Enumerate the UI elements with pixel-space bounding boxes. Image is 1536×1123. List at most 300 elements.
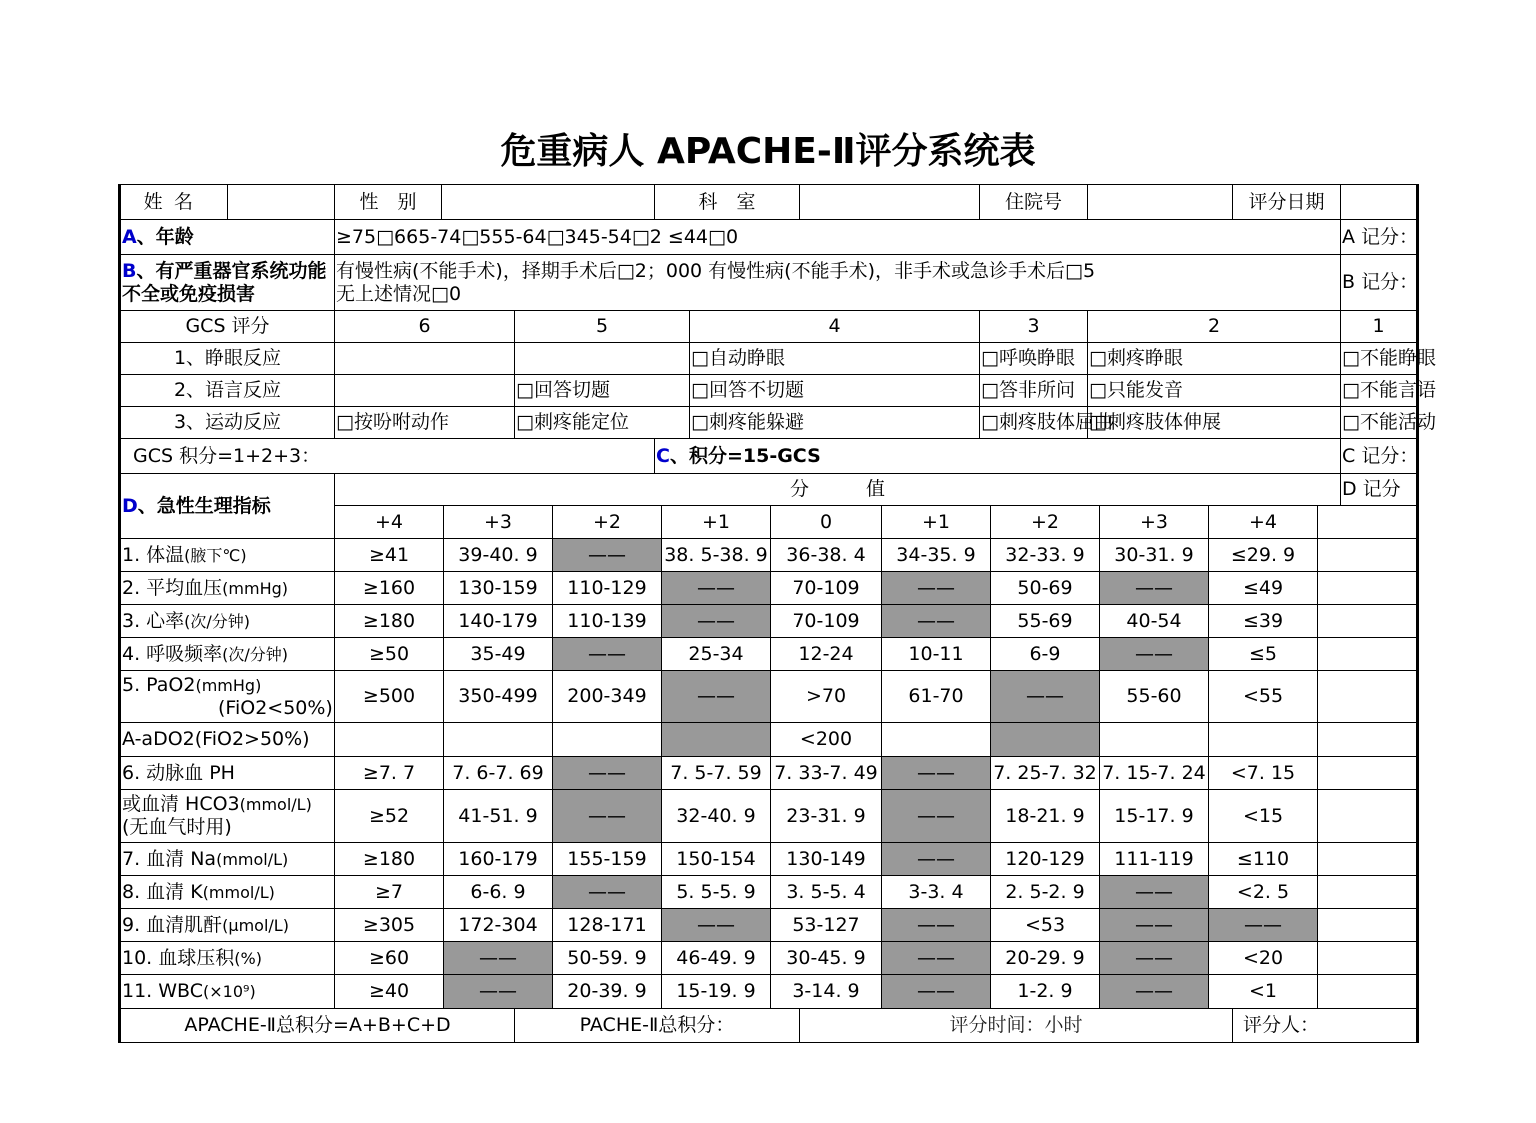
physiology-value xyxy=(1100,638,1209,670)
score-header xyxy=(335,474,1341,506)
physiology-value xyxy=(335,638,444,670)
gcs-option-text: □自动睁眼 xyxy=(691,347,785,370)
physiology-value xyxy=(553,539,662,571)
physiology-value xyxy=(1100,723,1209,756)
value-text: ≥40 xyxy=(368,980,410,1003)
physiology-label xyxy=(120,671,335,723)
admission-label-text: 住院号 xyxy=(1005,190,1063,213)
gcs-sum[interactable] xyxy=(120,439,655,474)
section-b-label xyxy=(120,255,335,311)
physiology-value xyxy=(553,757,662,789)
physiology-value xyxy=(444,671,553,722)
date-field[interactable] xyxy=(1341,185,1418,220)
name-label xyxy=(120,185,228,220)
gcs-header-text: 1 xyxy=(1372,315,1385,338)
indicator-name: 9. 血清肌酐 xyxy=(122,913,223,936)
value-text: 200-349 xyxy=(567,685,647,708)
gcs-option-text: □只能发音 xyxy=(1089,379,1183,402)
value-text: 15-17. 9 xyxy=(1114,804,1194,827)
physiology-value xyxy=(1100,790,1209,842)
section-b-score[interactable] xyxy=(1341,255,1418,311)
section-b-letter: B xyxy=(122,259,137,282)
gcs-option[interactable] xyxy=(1088,343,1341,375)
value-text: —— xyxy=(588,804,626,827)
physiology-value xyxy=(335,843,444,875)
physiology-value xyxy=(1209,975,1318,1008)
d-score-entry[interactable] xyxy=(1318,909,1428,941)
points-text: +4 xyxy=(374,510,403,533)
gcs-score-2 xyxy=(1088,311,1341,343)
physiology-value xyxy=(662,942,771,974)
indicator-name: 10. 血球压积 xyxy=(122,946,235,969)
points-text: +2 xyxy=(592,510,621,533)
value-text: —— xyxy=(917,946,955,969)
value-text: —— xyxy=(917,609,955,632)
physiology-values xyxy=(335,876,1418,909)
indicator-unit: (μmol/L) xyxy=(222,915,289,935)
value-text: —— xyxy=(1135,880,1173,903)
points-8 xyxy=(1209,506,1318,538)
value-text: 50-59. 9 xyxy=(567,946,647,969)
physiology-value xyxy=(662,975,771,1008)
value-text: 160-179 xyxy=(458,847,538,870)
name-field[interactable] xyxy=(228,185,335,220)
value-text: 39-40. 9 xyxy=(458,543,538,566)
physiology-values xyxy=(335,605,1418,638)
value-text: 20-39. 9 xyxy=(567,980,647,1003)
value-text: ≥41 xyxy=(368,543,410,566)
physiology-value xyxy=(553,638,662,670)
value-text: 7. 5-7. 59 xyxy=(670,761,762,784)
physiology-label xyxy=(120,539,335,572)
points-row xyxy=(335,506,1418,539)
physiology-label xyxy=(120,757,335,790)
points-1 xyxy=(444,506,553,538)
value-text: 35-49 xyxy=(470,642,526,665)
value-text: —— xyxy=(1135,980,1173,1003)
value-text: 15-19. 9 xyxy=(676,980,756,1003)
physiology-value xyxy=(662,539,771,571)
physiology-value xyxy=(444,572,553,604)
value-text: <2. 5 xyxy=(1236,880,1290,903)
value-text: —— xyxy=(697,913,735,936)
d-score-entry[interactable] xyxy=(1318,572,1428,604)
gcs-header-label xyxy=(120,311,335,343)
physiology-value xyxy=(1209,790,1318,842)
score-time[interactable] xyxy=(800,1009,1233,1043)
value-text: <20 xyxy=(1242,946,1284,969)
physiology-value xyxy=(553,671,662,722)
value-text: 30-31. 9 xyxy=(1114,543,1194,566)
d-score-entry[interactable] xyxy=(1318,671,1428,722)
physiology-value xyxy=(1209,843,1318,875)
gcs-option-text: □答非所问 xyxy=(981,379,1075,402)
physiology-value xyxy=(444,975,553,1008)
gcs-header-text: GCS 评分 xyxy=(185,315,270,338)
value-text: —— xyxy=(917,761,955,784)
physiology-value xyxy=(771,723,882,756)
dept-label xyxy=(655,185,800,220)
d-score-entry[interactable] xyxy=(1318,638,1428,670)
physiology-value xyxy=(1209,671,1318,722)
value-text: 350-499 xyxy=(458,685,538,708)
value-text: 40-54 xyxy=(1126,609,1182,632)
physiology-values xyxy=(335,723,1418,757)
value-text: —— xyxy=(917,913,955,936)
value-text: ≥160 xyxy=(362,576,416,599)
sex-label xyxy=(335,185,442,220)
section-b-options[interactable] xyxy=(335,255,1341,311)
gcs-option[interactable] xyxy=(335,343,515,375)
points-text: +4 xyxy=(1248,510,1277,533)
indicator-name: 2. 平均血压 xyxy=(122,576,223,599)
gcs-option[interactable] xyxy=(515,407,690,439)
value-text: 3-14. 9 xyxy=(792,980,860,1003)
d-score-entry[interactable] xyxy=(1318,843,1428,875)
value-text: 110-139 xyxy=(567,609,647,632)
value-text: —— xyxy=(588,880,626,903)
a-score-label: A 记分： xyxy=(1342,225,1419,248)
physiology-value xyxy=(335,757,444,789)
physiology-value xyxy=(991,876,1100,908)
admission-label xyxy=(980,185,1088,220)
gcs-option[interactable] xyxy=(335,407,515,439)
physiology-value xyxy=(991,638,1100,670)
total-score-label: PACHE-Ⅱ总积分： xyxy=(579,1014,735,1037)
physiology-value xyxy=(662,671,771,722)
physiology-label xyxy=(120,942,335,975)
gcs-score-1 xyxy=(1341,311,1418,343)
gcs-header-text: 6 xyxy=(418,315,431,338)
value-text: 55-60 xyxy=(1126,685,1182,708)
value-text: 130-159 xyxy=(458,576,538,599)
section-d-letter: D xyxy=(122,494,138,517)
indicator-unit: (mmol/L) xyxy=(202,882,275,902)
physiology-value xyxy=(882,790,991,842)
physiology-label xyxy=(120,638,335,671)
value-text: ≥180 xyxy=(362,847,416,870)
value-text: 172-304 xyxy=(458,913,538,936)
physiology-value xyxy=(1209,876,1318,908)
physiology-value xyxy=(991,843,1100,875)
physiology-value xyxy=(444,605,553,637)
gcs-option[interactable] xyxy=(1341,375,1436,407)
value-text: 18-21. 9 xyxy=(1005,804,1085,827)
indicator-name: 3. 心率 xyxy=(122,609,185,632)
section-c-score[interactable] xyxy=(1341,439,1418,474)
indicator-name: 1. 体温 xyxy=(122,543,185,566)
d-score-entry[interactable] xyxy=(1318,876,1428,908)
physiology-label xyxy=(120,876,335,909)
value-text: 38. 5-38. 9 xyxy=(664,543,768,566)
section-a-options[interactable] xyxy=(335,220,1341,255)
value-text: —— xyxy=(1135,913,1173,936)
physiology-value xyxy=(991,671,1100,722)
value-text: <55 xyxy=(1242,685,1284,708)
physiology-value xyxy=(991,723,1100,756)
physiology-value xyxy=(662,638,771,670)
value-text: >70 xyxy=(805,685,847,708)
physiology-values xyxy=(335,790,1418,843)
value-text: 7. 25-7. 32 xyxy=(993,761,1097,784)
gcs-item-label xyxy=(120,407,335,439)
gcs-option-text: □不能活动 xyxy=(1342,411,1436,434)
value-text: 25-34 xyxy=(688,642,744,665)
value-text: ≤5 xyxy=(1248,642,1277,665)
physiology-value xyxy=(771,605,882,637)
points-3 xyxy=(662,506,771,538)
physiology-value xyxy=(882,605,991,637)
chronic-options-line2: 无上述情况□0 xyxy=(336,282,462,305)
physiology-value xyxy=(882,723,991,756)
date-label xyxy=(1233,185,1341,220)
physiology-values xyxy=(335,539,1418,572)
points-7 xyxy=(1100,506,1209,538)
points-text: 0 xyxy=(819,510,833,533)
gcs-option[interactable] xyxy=(1088,407,1341,439)
gcs-option[interactable] xyxy=(980,343,1088,375)
value-text: 12-24 xyxy=(798,642,854,665)
physiology-value xyxy=(1100,975,1209,1008)
physiology-value xyxy=(335,790,444,842)
gcs-option[interactable] xyxy=(515,343,690,375)
points-text: +3 xyxy=(483,510,512,533)
physiology-value xyxy=(882,876,991,908)
value-text: —— xyxy=(917,804,955,827)
physiology-value xyxy=(553,605,662,637)
physiology-value xyxy=(1209,942,1318,974)
value-text: 140-179 xyxy=(458,609,538,632)
physiology-value xyxy=(1209,638,1318,670)
physiology-value xyxy=(335,975,444,1008)
d-score-entry[interactable] xyxy=(1318,757,1428,789)
value-text: —— xyxy=(917,980,955,1003)
physiology-label xyxy=(120,790,335,843)
section-c-title: 、积分=15-GCS xyxy=(669,444,821,467)
score-header-text: 分 值 xyxy=(790,478,886,501)
physiology-value xyxy=(771,843,882,875)
physiology-value xyxy=(991,572,1100,604)
value-text: —— xyxy=(917,847,955,870)
physiology-value xyxy=(662,572,771,604)
gcs-option[interactable] xyxy=(335,375,515,407)
physiology-value xyxy=(662,757,771,789)
physiology-values xyxy=(335,671,1418,723)
indicator-name: A-aDO2(FiO2>50%) xyxy=(122,728,310,751)
physiology-value xyxy=(882,671,991,722)
gcs-score-6 xyxy=(335,311,515,343)
d-score-entry[interactable] xyxy=(1318,723,1428,756)
physiology-value xyxy=(662,909,771,941)
physiology-value xyxy=(444,909,553,941)
physiology-values xyxy=(335,909,1418,942)
d-score-entry[interactable] xyxy=(1318,539,1428,571)
value-text: ≥50 xyxy=(368,642,410,665)
value-text: ≥7. 7 xyxy=(362,761,416,784)
points-0 xyxy=(335,506,444,538)
physiology-value xyxy=(444,876,553,908)
c-score-label: C 记分： xyxy=(1342,444,1419,467)
physiology-value xyxy=(662,605,771,637)
value-text: —— xyxy=(697,685,735,708)
value-text: —— xyxy=(1244,913,1282,936)
indicator-unit: (%) xyxy=(234,948,262,968)
points-text: +3 xyxy=(1139,510,1168,533)
indicator-name: 或血清 HCO3 xyxy=(122,793,240,816)
physiology-value xyxy=(1100,942,1209,974)
physiology-value xyxy=(882,757,991,789)
value-text: 30-45. 9 xyxy=(786,946,866,969)
physiology-value xyxy=(882,975,991,1008)
value-text: 20-29. 9 xyxy=(1005,946,1085,969)
gcs-item-text: 1、睁眼反应 xyxy=(173,347,282,370)
gcs-option[interactable] xyxy=(980,407,1113,439)
value-text: 61-70 xyxy=(908,685,964,708)
age-options: ≥75□665-74□555-64□345-54□2 ≤44□0 xyxy=(336,225,739,248)
value-text: 2. 5-2. 9 xyxy=(1005,880,1085,903)
value-text: 23-31. 9 xyxy=(786,804,866,827)
physiology-value xyxy=(1100,539,1209,571)
physiology-value xyxy=(553,942,662,974)
points-text: +1 xyxy=(701,510,730,533)
value-text: ≥60 xyxy=(368,946,410,969)
physiology-label xyxy=(120,975,335,1009)
d-score-cell[interactable] xyxy=(1318,506,1428,538)
value-text: 1-2. 9 xyxy=(1017,980,1073,1003)
value-text: 50-69 xyxy=(1017,576,1073,599)
physiology-value xyxy=(771,876,882,908)
section-b-title: 、有严重器官系统功能不全或免疫损害 xyxy=(122,259,327,305)
physiology-values xyxy=(335,638,1418,671)
physiology-value xyxy=(771,572,882,604)
points-text: +2 xyxy=(1030,510,1059,533)
d-score-entry[interactable] xyxy=(1318,975,1428,1008)
physiology-value xyxy=(991,605,1100,637)
gcs-option[interactable] xyxy=(690,375,980,407)
physiology-value xyxy=(553,843,662,875)
physiology-value xyxy=(1100,909,1209,941)
physiology-value xyxy=(1209,757,1318,789)
value-text: —— xyxy=(1135,642,1173,665)
physiology-value xyxy=(444,723,553,756)
value-text: ≥305 xyxy=(362,913,416,936)
b-score-label: B 记分： xyxy=(1342,271,1419,294)
gcs-header-text: 4 xyxy=(828,315,841,338)
value-text: 150-154 xyxy=(676,847,756,870)
value-text: —— xyxy=(697,576,735,599)
d-score-entry[interactable] xyxy=(1318,942,1428,974)
d-score-entry[interactable] xyxy=(1318,790,1428,842)
section-d-label xyxy=(120,474,335,539)
physiology-value xyxy=(335,605,444,637)
value-text: ≥7 xyxy=(374,880,403,903)
indicator-name: 5. PaO2 xyxy=(122,673,196,696)
gcs-score-4 xyxy=(690,311,980,343)
physiology-value xyxy=(991,757,1100,789)
gcs-option[interactable] xyxy=(1341,343,1436,375)
physiology-value xyxy=(335,539,444,571)
value-text: —— xyxy=(697,609,735,632)
gcs-option-text: □呼唤睁眼 xyxy=(981,347,1075,370)
value-text: 3-3. 4 xyxy=(908,880,964,903)
physiology-label xyxy=(120,723,335,757)
physiology-value xyxy=(335,942,444,974)
value-text: 5. 5-5. 9 xyxy=(676,880,756,903)
value-text: —— xyxy=(1135,576,1173,599)
total-score[interactable] xyxy=(515,1009,800,1043)
physiology-value xyxy=(662,843,771,875)
indicator-unit: (mmHg) xyxy=(222,578,289,598)
value-text: —— xyxy=(588,761,626,784)
gcs-option[interactable] xyxy=(690,407,980,439)
gcs-option-text: □刺疼睁眼 xyxy=(1089,347,1183,370)
gcs-option-text: □不能睁眼 xyxy=(1342,347,1436,370)
gcs-option[interactable] xyxy=(515,375,690,407)
page-title: 危重病人 APACHE-Ⅱ评分系统表 xyxy=(500,131,1036,172)
physiology-value xyxy=(882,909,991,941)
section-a-letter: A xyxy=(122,225,137,248)
gcs-option[interactable] xyxy=(1341,407,1436,439)
admission-field[interactable] xyxy=(1088,185,1233,220)
value-text: 36-38. 4 xyxy=(786,543,866,566)
physiology-value xyxy=(1100,843,1209,875)
physiology-value xyxy=(771,539,882,571)
physiology-value xyxy=(444,790,553,842)
physiology-value xyxy=(553,975,662,1008)
physiology-value xyxy=(771,757,882,789)
gcs-option-text: □刺疼肢体伸展 xyxy=(1089,411,1221,434)
gcs-option[interactable] xyxy=(690,343,980,375)
gcs-score-3 xyxy=(980,311,1088,343)
physiology-value xyxy=(771,638,882,670)
value-text: 34-35. 9 xyxy=(896,543,976,566)
value-text: <15 xyxy=(1242,804,1284,827)
gcs-option[interactable] xyxy=(1088,375,1341,407)
gcs-option[interactable] xyxy=(980,375,1088,407)
sex-field[interactable] xyxy=(442,185,655,220)
section-a-score[interactable] xyxy=(1341,220,1418,255)
value-text: ≤110 xyxy=(1236,847,1290,870)
points-5 xyxy=(882,506,991,538)
value-text: 41-51. 9 xyxy=(458,804,538,827)
dept-field[interactable] xyxy=(800,185,980,220)
value-text: —— xyxy=(588,642,626,665)
scorer-label: 评分人： xyxy=(1243,1014,1320,1037)
value-text: 32-40. 9 xyxy=(676,804,756,827)
value-text: —— xyxy=(588,543,626,566)
value-text: 55-69 xyxy=(1017,609,1073,632)
physiology-value xyxy=(1100,671,1209,722)
physiology-value xyxy=(882,539,991,571)
physiology-values xyxy=(335,975,1418,1009)
dept-label-text: 科 室 xyxy=(698,190,756,213)
scorer[interactable] xyxy=(1233,1009,1418,1043)
section-c-letter: C xyxy=(656,444,670,467)
physiology-value xyxy=(771,790,882,842)
points-2 xyxy=(553,506,662,538)
gcs-option-text: □刺疼能定位 xyxy=(516,411,629,434)
value-text: <1 xyxy=(1248,980,1277,1003)
d-score-label xyxy=(1341,474,1418,506)
indicator-subtitle: (FiO2<50%) xyxy=(218,696,333,719)
physiology-value xyxy=(335,876,444,908)
indicator-name: 4. 呼吸频率 xyxy=(122,642,223,665)
physiology-value xyxy=(662,876,771,908)
value-text: —— xyxy=(479,980,517,1003)
value-text: ≥180 xyxy=(362,609,416,632)
value-text: —— xyxy=(479,946,517,969)
d-score-entry[interactable] xyxy=(1318,605,1428,637)
